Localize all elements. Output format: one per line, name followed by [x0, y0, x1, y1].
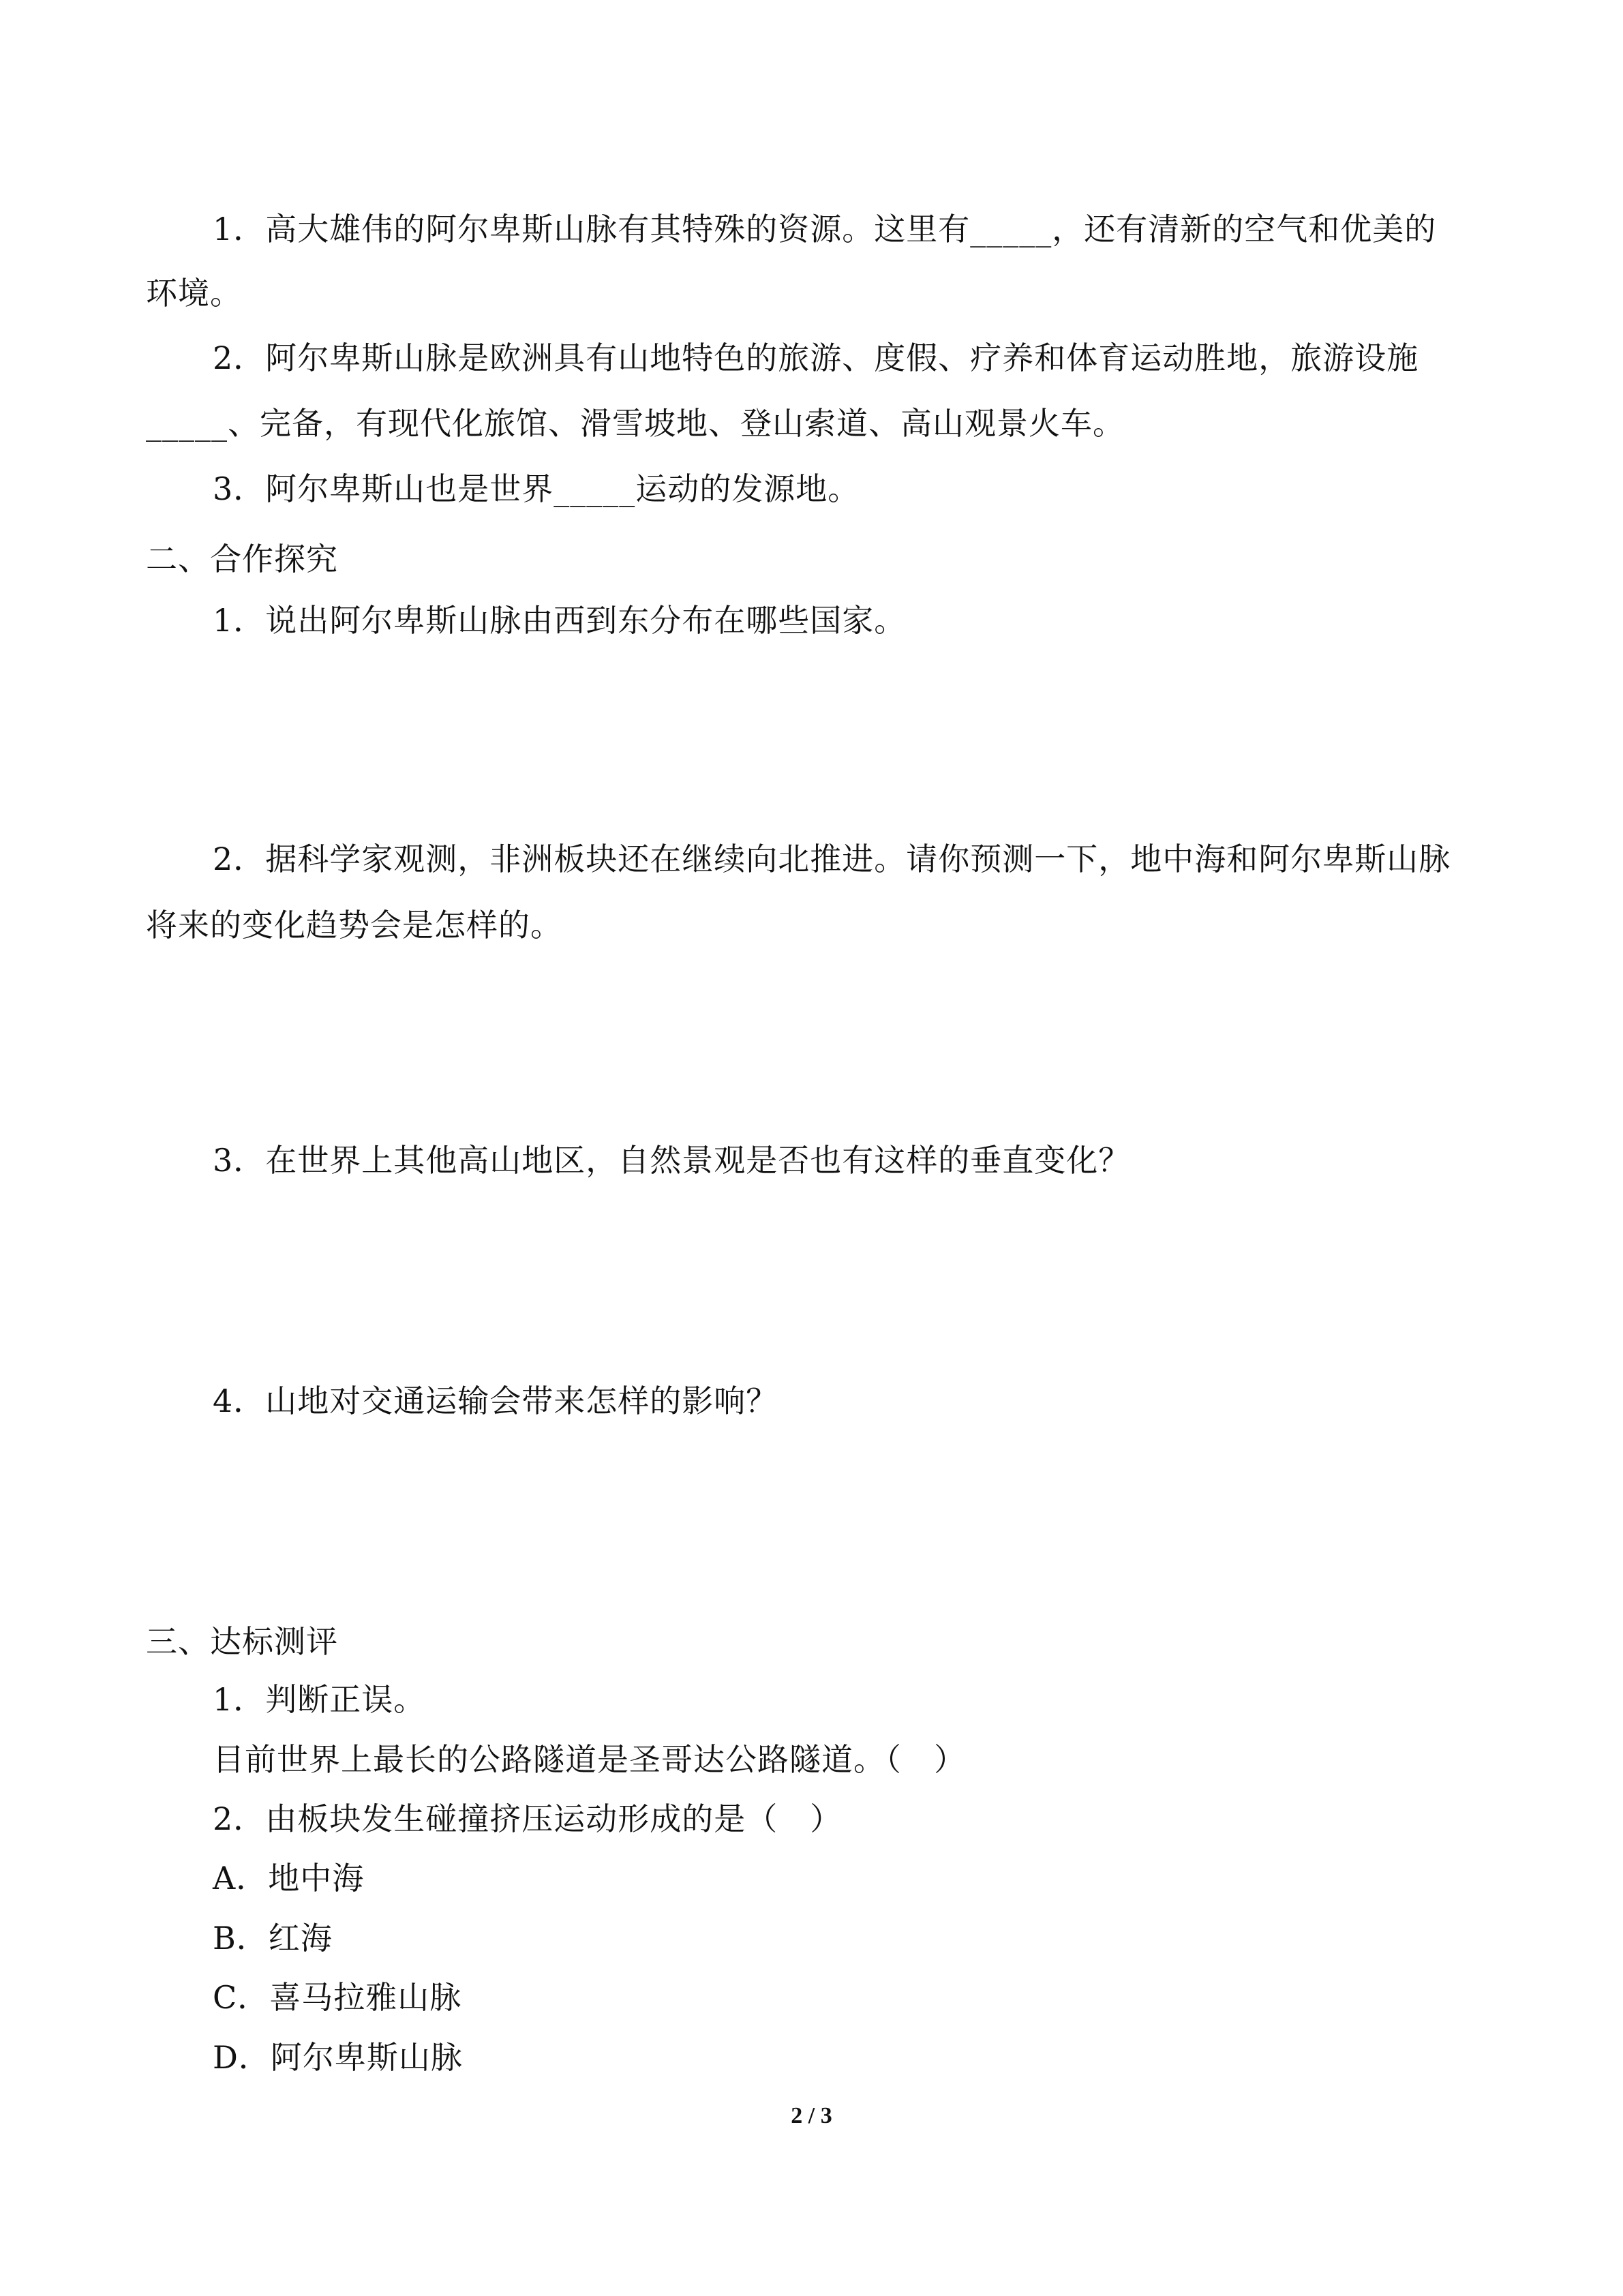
option-d: D．阿尔卑斯山脉 — [213, 2039, 463, 2076]
assessment-question-1-statement: 目前世界上最长的公路隧道是圣哥达公路隧道。（ ） — [213, 1741, 966, 1778]
assessment-question-1: 1．判断正误。 — [213, 1681, 426, 1718]
fill-question-3: 3．阿尔卑斯山也是世界_____运动的发源地。 — [213, 470, 860, 507]
fill-question-1-line-2: 环境。 — [146, 275, 242, 312]
option-c: C．喜马拉雅山脉 — [213, 1979, 462, 2016]
inquiry-question-3: 3．在世界上其他高山地区，自然景观是否也有这样的垂直变化？ — [213, 1142, 1131, 1179]
inquiry-question-4: 4．山地对交通运输会带来怎样的影响？ — [213, 1383, 778, 1419]
fill-question-1-line-1: 1．高大雄伟的阿尔卑斯山脉有其特殊的资源。这里有_____，还有清新的空气和优美的 — [213, 211, 1437, 247]
option-b: B．红海 — [213, 1920, 333, 1957]
option-a: A．地中海 — [213, 1860, 365, 1897]
fill-question-2-line-1: 2．阿尔卑斯山脉是欧洲具有山地特色的旅游、度假、疗养和体育运动胜地，旅游设施 — [213, 339, 1419, 376]
inquiry-question-2-line-2: 将来的变化趋势会是怎样的。 — [146, 907, 562, 943]
fill-question-2-line-2: _____、完备，有现代化旅馆、滑雪坡地、登山索道、高山观景火车。 — [146, 405, 1125, 442]
inquiry-question-1: 1．说出阿尔卑斯山脉由西到东分布在哪些国家。 — [213, 602, 907, 639]
page-number: 2 / 3 — [791, 2103, 832, 2128]
assessment-question-2: 2．由板块发生碰撞挤压运动形成的是（ ） — [213, 1800, 843, 1837]
section-heading-assessment: 三、达标测评 — [146, 1623, 338, 1660]
inquiry-question-2-line-1: 2．据科学家观测，非洲板块还在继续向北推进。请你预测一下，地中海和阿尔卑斯山脉 — [213, 841, 1451, 877]
section-heading-cooperative-inquiry: 二、合作探究 — [146, 541, 338, 577]
